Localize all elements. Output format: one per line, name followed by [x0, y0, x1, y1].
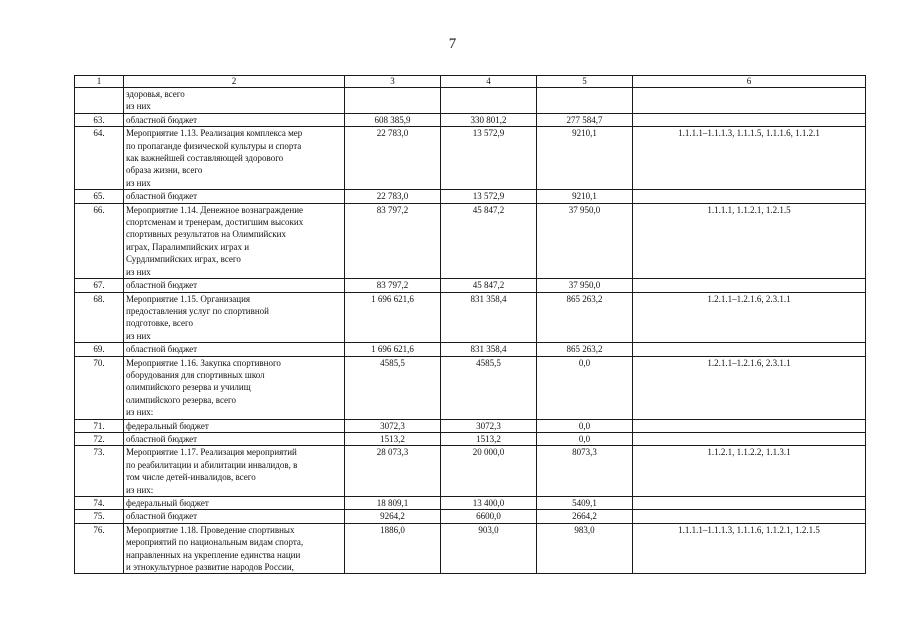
amount-cell-c3: 1 696 621,6 [345, 292, 441, 343]
table-row [75, 279, 866, 292]
row-number: 76. [75, 523, 124, 574]
amount-cell-c3: 22 783,0 [345, 190, 441, 203]
row-description [124, 190, 345, 203]
amount-cell-c3: 9264,2 [345, 510, 441, 523]
amount-cell-c5: 37 950,0 [537, 279, 633, 292]
description-line: том числе детей-инвалидов, всего [126, 472, 256, 483]
row-number: 67. [75, 279, 124, 292]
row-description [124, 523, 345, 574]
header-cell: 1 [75, 76, 124, 88]
description-line: оборудования для спортивных школ [126, 369, 265, 380]
row-number: 74. [75, 497, 124, 510]
amount-cell-c5: 5409,1 [537, 497, 633, 510]
amount-cell-c3: 1886,0 [345, 523, 441, 574]
table-row [75, 497, 866, 510]
row-description [124, 113, 345, 126]
description-line: олимпийского резерва и училищ [126, 382, 251, 393]
description-line: из них [126, 266, 151, 277]
description-line: мероприятий по национальным видам спорта, [126, 537, 304, 548]
indicator-codes: 1.1.1.1–1.1.1.3, 1.1.1.6, 1.1.2.1, 1.2.1.5 [633, 523, 866, 574]
row-number: 73. [75, 446, 124, 497]
indicator-codes: 1.1.1.1–1.1.1.3, 1.1.1.5, 1.1.1.6, 1.1.2.1 [633, 127, 866, 190]
amount-cell-c4: 903,0 [441, 523, 537, 574]
row-number: 71. [75, 419, 124, 432]
amount-cell-c5: 37 950,0 [537, 203, 633, 278]
row-description [124, 419, 345, 432]
amount-cell-c5: 8073,3 [537, 446, 633, 497]
amount-cell-c5: 865 263,2 [537, 343, 633, 356]
row-number: 66. [75, 203, 124, 278]
description-line: Мероприятие 1.16. Закупка спортивного [126, 357, 281, 368]
row-number: 68. [75, 292, 124, 343]
table-row [75, 419, 866, 432]
indicator-codes [633, 419, 866, 432]
amount-cell-c5: 0,0 [537, 356, 633, 419]
table-row [75, 356, 866, 419]
amount-cell-c3: 22 783,0 [345, 127, 441, 190]
amount-cell-c4: 45 847,2 [441, 279, 537, 292]
amount-cell-c3: 83 797,2 [345, 279, 441, 292]
description-line: областной бюджет [126, 191, 198, 202]
description-line: федеральный бюджет [126, 420, 209, 431]
indicator-codes [633, 113, 866, 126]
amount-cell-c3: 83 797,2 [345, 203, 441, 278]
amount-cell-c4: 3072,3 [441, 419, 537, 432]
amount-cell-c4: 330 801,2 [441, 113, 537, 126]
description-line: областной бюджет [126, 280, 198, 291]
indicator-codes: 1.2.1.1–1.2.1.6, 2.3.1.1 [633, 356, 866, 419]
row-description [124, 343, 345, 356]
amount-cell-c4 [441, 88, 537, 114]
table-row [75, 432, 866, 445]
description-line: из них: [126, 407, 154, 418]
row-description [124, 510, 345, 523]
header-cell: 2 [124, 76, 345, 88]
description-line: спортсменам и тренерам, достигшим высоких [126, 217, 304, 228]
description-line: областной бюджет [126, 114, 198, 125]
amount-cell-c3: 3072,3 [345, 419, 441, 432]
row-description [124, 446, 345, 497]
amount-cell-c3: 28 073,3 [345, 446, 441, 497]
amount-cell-c5: 0,0 [537, 432, 633, 445]
row-number: 63. [75, 113, 124, 126]
amount-cell-c4: 4585,5 [441, 356, 537, 419]
table-row [75, 88, 866, 114]
amount-cell-c5: 277 584,7 [537, 113, 633, 126]
table-header-row [75, 76, 866, 88]
description-line: и этнокультурное развитие народов России, [126, 562, 294, 573]
amount-cell-c4: 13 572,9 [441, 190, 537, 203]
description-line: Мероприятие 1.14. Денежное вознаграждение [126, 204, 303, 215]
row-number: 64. [75, 127, 124, 190]
description-line: из них [126, 177, 151, 188]
description-line: Мероприятие 1.13. Реализация комплекса мер [126, 128, 303, 139]
table-row [75, 203, 866, 278]
amount-cell-c4: 831 358,4 [441, 292, 537, 343]
description-line: олимпийского резерва, всего [126, 394, 237, 405]
page-number: 7 [448, 36, 457, 52]
row-description [124, 279, 345, 292]
header-cell: 3 [345, 76, 441, 88]
description-line: Сурдлимпийских играх, всего [126, 254, 241, 265]
budget-table [74, 75, 866, 574]
indicator-codes: 1.2.1.1–1.2.1.6, 2.3.1.1 [633, 292, 866, 343]
description-line: как важнейшей составляющей здорового [126, 153, 284, 164]
description-line: областной бюджет [126, 511, 198, 522]
amount-cell-c5: 9210,1 [537, 190, 633, 203]
amount-cell-c4: 13 572,9 [441, 127, 537, 190]
description-line: подготовке, всего [126, 318, 193, 329]
amount-cell-c4: 45 847,2 [441, 203, 537, 278]
description-line: образа жизни, всего [126, 165, 203, 176]
row-description [124, 356, 345, 419]
indicator-codes [633, 432, 866, 445]
table-row [75, 343, 866, 356]
row-description [124, 432, 345, 445]
indicator-codes [633, 497, 866, 510]
indicator-codes: 1.1.2.1, 1.1.2.2, 1.1.3.1 [633, 446, 866, 497]
table-row [75, 292, 866, 343]
indicator-codes: 1.1.1.1, 1.1.2.1, 1.2.1.5 [633, 203, 866, 278]
table-row [75, 446, 866, 497]
amount-cell-c3: 1513,2 [345, 432, 441, 445]
row-number: 70. [75, 356, 124, 419]
description-line: областной бюджет [126, 433, 198, 444]
indicator-codes [633, 279, 866, 292]
description-line: из них [126, 330, 151, 341]
header-cell: 5 [537, 76, 633, 88]
amount-cell-c3: 18 809,1 [345, 497, 441, 510]
amount-cell-c4: 831 358,4 [441, 343, 537, 356]
amount-cell-c3: 608 385,9 [345, 113, 441, 126]
row-description [124, 88, 345, 114]
amount-cell-c5: 9210,1 [537, 127, 633, 190]
row-description [124, 127, 345, 190]
amount-cell-c3 [345, 88, 441, 114]
amount-cell-c4: 1513,2 [441, 432, 537, 445]
row-description [124, 497, 345, 510]
row-number: 75. [75, 510, 124, 523]
row-number: 72. [75, 432, 124, 445]
table-row [75, 113, 866, 126]
row-number [75, 88, 124, 114]
indicator-codes [633, 88, 866, 114]
description-line: из них [126, 101, 151, 112]
amount-cell-c5: 865 263,2 [537, 292, 633, 343]
amount-cell-c5: 2664,2 [537, 510, 633, 523]
amount-cell-c3: 1 696 621,6 [345, 343, 441, 356]
table-row [75, 190, 866, 203]
header-cell: 4 [441, 76, 537, 88]
row-number: 65. [75, 190, 124, 203]
amount-cell-c5: 983,0 [537, 523, 633, 574]
amount-cell-c5 [537, 88, 633, 114]
description-line: играх, Паралимпийских играх и [126, 241, 250, 252]
table-body [75, 88, 866, 574]
table-row [75, 510, 866, 523]
header-cell: 6 [633, 76, 866, 88]
indicator-codes [633, 190, 866, 203]
description-line: направленных на укрепление единства нации [126, 549, 301, 560]
description-line: спортивных результатов на Олимпийских [126, 229, 286, 240]
indicator-codes [633, 343, 866, 356]
description-line: предоставления услуг по спортивной [126, 305, 269, 316]
description-line: по пропаганде физической культуры и спорта [126, 140, 302, 151]
amount-cell-c3: 4585,5 [345, 356, 441, 419]
table-row [75, 523, 866, 574]
description-line: здоровья, всего [126, 89, 185, 99]
row-description [124, 203, 345, 278]
row-number: 69. [75, 343, 124, 356]
description-line: областной бюджет [126, 344, 198, 355]
description-line: Мероприятие 1.15. Организация [126, 293, 251, 304]
description-line: федеральный бюджет [126, 498, 209, 508]
table-row [75, 127, 866, 190]
description-line: Мероприятие 1.17. Реализация мероприятий [126, 447, 297, 458]
row-description [124, 292, 345, 343]
amount-cell-c4: 13 400,0 [441, 497, 537, 510]
description-line: из них: [126, 484, 154, 495]
amount-cell-c4: 6600,0 [441, 510, 537, 523]
description-line: Мероприятие 1.18. Проведение спортивных [126, 524, 295, 535]
amount-cell-c5: 0,0 [537, 419, 633, 432]
description-line: по реабилитации и абилитации инвалидов, в [126, 459, 298, 470]
amount-cell-c4: 20 000,0 [441, 446, 537, 497]
indicator-codes [633, 510, 866, 523]
